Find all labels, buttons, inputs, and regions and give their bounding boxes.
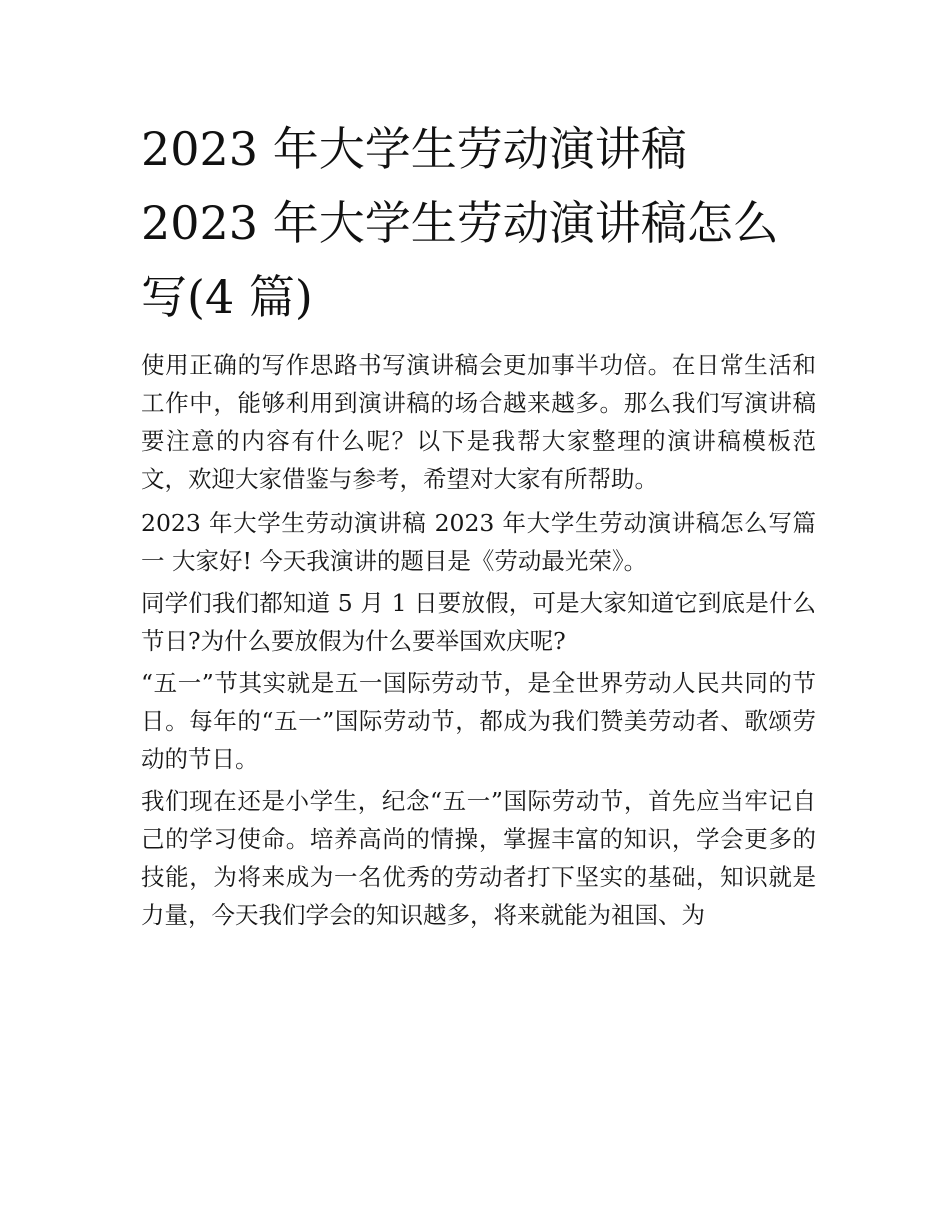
title-line-2: 2023 年大学生劳动演讲稿怎么 bbox=[141, 196, 779, 250]
title-line-1: 2023 年大学生劳动演讲稿 bbox=[141, 122, 687, 176]
document-body bbox=[141, 346, 816, 934]
paragraph-labor-day-meaning: “五一”节其实就是五一国际劳动节，是全世界劳动人民共同的节日。每年的“五一”国际劳动节，都成为我们赞美劳动者、歌颂劳动的节日。 bbox=[141, 669, 816, 773]
paragraph-may-day-question: 同学们我们都知道 5 月 1 日要放假，可是大家知道它到底是什么节日?为什么要放假为什么要举国欢庆呢? bbox=[141, 589, 816, 655]
paragraph-student-mission: 我们现在还是小学生，纪念“五一”国际劳动节，首先应当牢记自己的学习使命。培养高尚的情操，掌握丰富的知识，学会更多的技能，为将来成为一名优秀的劳动者打下坚实的基础，知识就是力量，今天我们学会的知识越多，将来就能为祖国、为 bbox=[141, 787, 816, 929]
paragraph-intro: 使用正确的写作思路书写演讲稿会更加事半功倍。在日常生活和工作中，能够利用到演讲稿的场合越来越多。那么我们写演讲稿要注意的内容有什么呢？以下是我帮大家整理的演讲稿模板范文，欢迎大家借鉴与参考，希望对大家有所帮助。 bbox=[141, 351, 816, 493]
document-content bbox=[141, 112, 816, 938]
title-line-3: 写(4 篇) bbox=[141, 270, 313, 324]
paragraph-section-heading: 2023 年大学生劳动演讲稿 2023 年大学生劳动演讲稿怎么写篇一 大家好! 今天我演讲的题目是《劳动最光荣》。 bbox=[141, 509, 816, 575]
document-title bbox=[141, 112, 816, 334]
